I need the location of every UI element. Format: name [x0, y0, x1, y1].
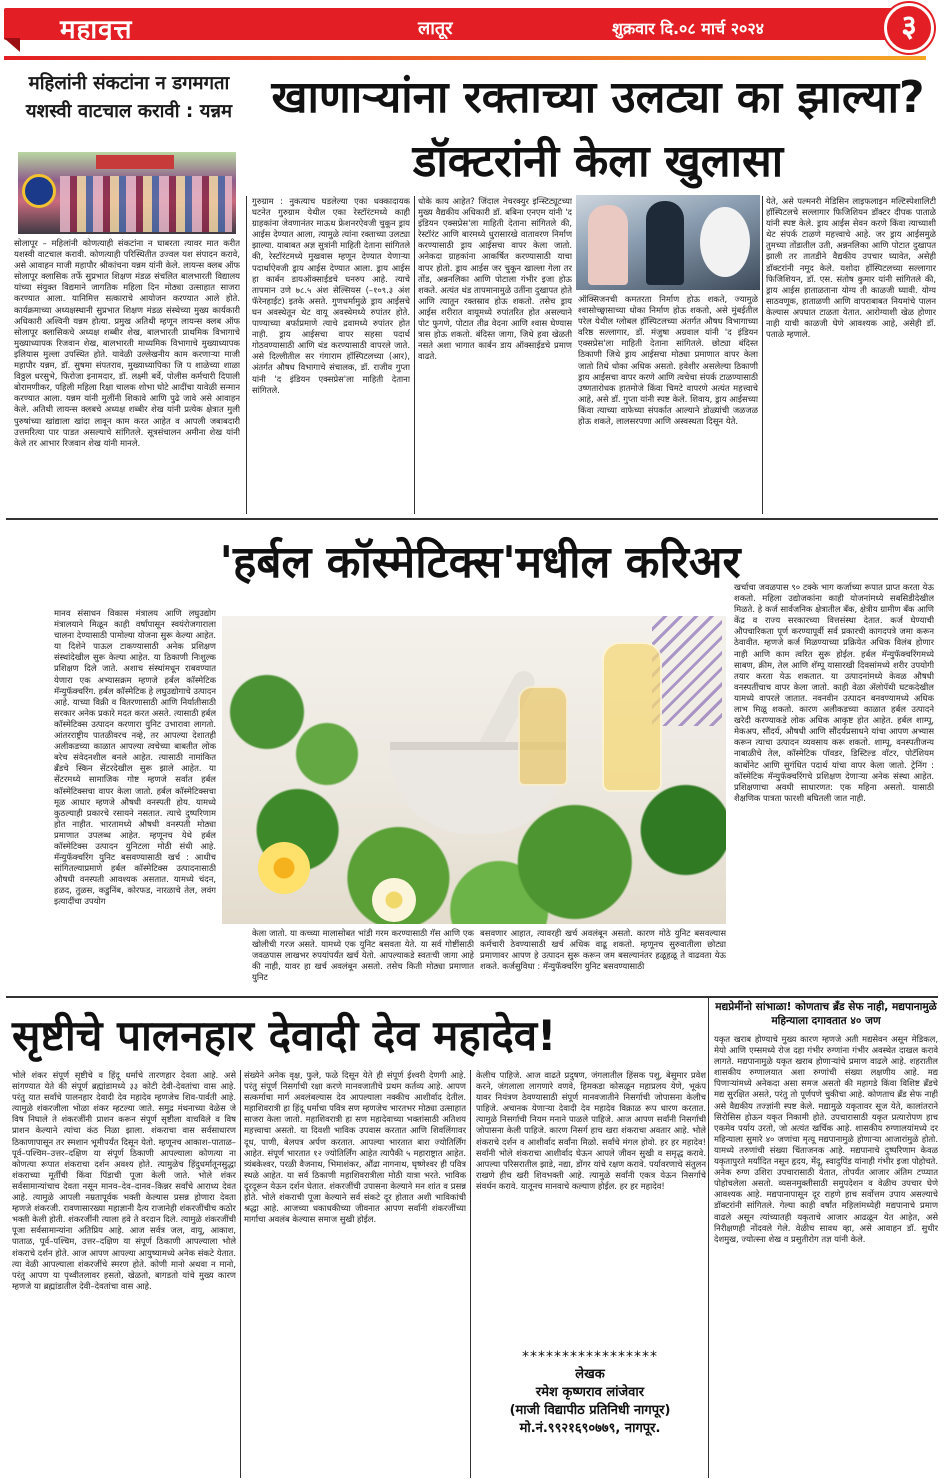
masthead-underline — [4, 56, 926, 60]
author-stars: ***************** — [522, 1349, 658, 1365]
dry-ice-photo — [576, 195, 760, 290]
section-rule — [6, 996, 938, 998]
herbal-col-1: मानव संसाधन विकास मंत्रालय आणि लघुउद्योग मंत्रालयाने मिळून काही वर्षांपासून स्वयंरोजगाराला चालना देण्यासाठी पामोल्या योजना सुरू केल्या आहेत. या दिशेने पाऊल टाकण्यासाठी अनेक प्रशिक्षण संस्थांदेखील सुरू केल्या आहेत. या ठिकाणी निःशुल्क प्रशिक्षण दिले जाते. अशाच संस्थांमधून राबवण्यात येणारा एक अभ्यासक्रम म्हणजे हर्बल कॉस्मेटिक मॅन्युफॅक्चरिंग. हर्बल कॉस्मेटिक हे लघुउद्योगाचे उत्पादन आहे. याच्या विक्री व वितरणासाठी आणि निर्यातीसाठी सरकार अनेक प्रकारे मदत करत असते. त्यासाठी हर्बल कॉस्मेटिक्स उत्पादन करणारा युनिट उभारावा लागतो. आंतरराष्ट्रीय पातळीवरच नव्हे, तर आपल्या देशातही अलीकडच्या काळात आपल्या त्वचेच्या बाबतीत लोक बरेच संवेदनशील बनले आहेत. त्यासाठी नामांकित ब्रँडचे स्किन सेंटरदेखील सुरू झाले आहेत. या सेंटरमध्ये सामाजिक गोष्ट म्हणजे सर्वात हर्बल कॉस्मेटिक्सचा वापर केला जातो. हर्बल कॉस्मेटिक्सचा मूळ आधार म्हणजे औषधी वनस्पती होय. यामध्ये कुठल्याही प्रकारचे रसायने नसतात. त्याचे दुष्परिणाम होत नाहीत. भारतामध्ये औषधी वनस्पती मोठ्या प्रमाणात उपलब्ध आहेत. म्हणूनच येथे हर्बल कॉस्मेटिक्स उत्पादन युनिटला मोठी संधी आहे. मॅन्युफॅक्चरिंग युनिट बसवण्यासाठी खर्च : आधीच सांगितल्याप्रमाणे हर्बल कॉस्मेटिक्स उत्पादनासाठी औषधी वनस्पती आवश्यक असतात. यामध्ये चंदन, हळद, तुळस, कडुनिंब, कोरफड, नारळाचे तेल, लवंग इत्यादींचा उपयोग — [54, 608, 216, 907]
lead-headline: खाणाऱ्यांना रक्ताच्या उलट्या का झाल्या? डॉक्टरांनी केला खुलासा — [271, 72, 925, 187]
author-phone: मो.नं.९९२१६९०७७९, नागपूर. — [519, 1421, 661, 1436]
mahadev-col-3: केलीच पाहिजे. आज वाढते प्रदुषण, जंगलातील हिंसक पशु, बेसुमार प्रवेश करने, जंगलाला लागणारे वणवे, हिमकडा कोसळून महाप्रलय येणे, भूकंप यावर नियंत्रण ठेवण्यासाठी संपूर्ण मानवजातीने निसर्गाची जोपासना केलीच पाहिजे. अचानक येणाऱ्या देवादी देव महादेव विक्राळ रूप धारण करतात. त्यामुळे निसर्गाची नियम मनाने पाळले पाहिजे. आज आपण सर्वांनी निसर्गाची जोपासना केली पाहिजे. कारण निसर्ग हाच खरा शंकराचा अवतार आहे. भोले शंकराचे दर्शन व आशीर्वाद सर्वांना मिळो. सर्वांचे मंगल होवो. हर हर महादेव! सर्वांनी भोले शंकराचा आशीर्वाद घेऊन आपले जीवन सुखी व समृद्ध करावे. आपल्या परिसरातील झाडे, नद्या, डोंगर यांचे रक्षण करावे. पर्यावरणाचे संतुलन राखणे हीच खरी शिवभक्ती आहे. त्यामुळे सर्वांनी एकत्र येऊन निसर्गाचे संवर्धन करावे. यातूनच मानवाचे कल्याण होईल. हर हर महादेव! — [476, 1070, 706, 1191]
lions-body: सोलापूर – महिलांनी कोणत्याही संकटांना न घाबरता त्यावर मात करीत यशस्वी वाटचाल करावी. कोणत्याही परिस्थितीत उज्वल यश संपादन करावे, असे आवाहन माजी महापौर श्रीकांचना यन्नम यांनी केले. लायन्स क्लब ऑफ सोलापूर क्लासिक तर्फे सुप्रभात शिक्षण मंडळ संचलित बालभारती विद्यालय यांच्या संयुक्त विद्यमाने जागतिक महिला दिन मोठ्या उत्साहात साजरा करण्यात आला. यानिमित्त सत्काराचे आयोजन करण्यात आले होते. कार्यक्रमाच्या अध्यक्षस्थानी सुप्रभात शिक्षण मंडळ संस्थेच्या मुख्य कार्यकारी अधिकारी अश्विनी यन्नम होत्या. प्रमुख अतिथी म्हणून लायन्स क्लब ऑफ सोलापूर क्लासिकचे अध्यक्ष शब्बीर शेख, बालभारती प्राथमिक विभागाचे मुख्याध्यापक रिजवान शेख, बालभारती माध्यमिक विभागाचे मुख्याध्यापक इलियास मुल्ला उपस्थित होते. यावेळी उल्लेखनीय काम करणाऱ्या माजी महापौर यन्नम, डॉ. सुषमा संपतराव, मुख्याध्यापिका जि प शाळेच्या शाळा विठ्ठल धरसुभे, फिरोजा इनामदार, डॉ. लक्ष्मी बर्वे, पोलीस कर्मचारी दिपाली बोरामणीकर, पहिली महिला रिक्षा चालक शोभा घोटे आदींचा यावेळी सन्मान करण्यात आला. यन्नम यांनी मुलींनी शिकावे आणि पुढे जावे असे आवाहन केले. अतिथी लायन्स क्लबचे अध्यक्ष शब्बीर शेख यांनी प्रत्येक क्षेत्रात मुली पुरुषांच्या खांद्याला खांदा लावून काम करत आहेत व आपली जबाबदारी उत्तमरित्या पार पाडत असल्याचे सांगितले. सूत्रसंचालन अमीना शेख यांनी केले तर आभार रिजवान शेख यांनी मानले. — [14, 238, 240, 448]
masthead — [0, 0, 945, 60]
column-rule — [240, 1070, 241, 1478]
photo-people — [60, 176, 232, 232]
author-role: (माजी विद्यापीठ प्रतिनिधी नागपूर) — [509, 1403, 671, 1418]
column-rule — [762, 196, 763, 514]
lead-col-3: ऑक्सिजनची कमतरता निर्माण होऊ शकते, ज्यामुळे श्वासोच्छ्वासाच्या धोका निर्माण होऊ शकतो, असे मुंबईतील परेल येथील ग्लोबल हॉस्पिटलच्या अंतर्गत औषध विभागाच्या वरिष्ठ सल्लागार, डॉ. मंजुषा अग्रवाल यांनी 'द इंडियन एक्सप्रेस'ला माहिती देताना सांगितले. छोट्या बंदिस्त ठिकाणी जिथे ड्राय आईसचा मोठ्या प्रमाणात वापर केला जातो तिथे धोका अधिक असतो. हवेशीर असलेल्या ठिकाणी ड्राय आईसचा वापर करणे आणि त्वचेचा संपर्क टाळण्यासाठी उष्णतारोधक हातमोजे किंवा चिमटे वापरणे अत्यंत महत्त्वाचे आहे, असे डॉ. गुप्ता यांनी स्पष्ट केले. शिवाय, ड्राय आईसच्या किंवा त्याच्या वाफेच्या संपर्कात आल्याने डोळ्यांची जळजळ होऊ शकते, लालसरपणा आणि अस्वस्थता दिसून येते. — [578, 294, 758, 427]
alcohol-headline: मद्यप्रेमींनो सांभाळा! कोणताच ब्रँड सेफ नाही, मद्यपानामुळे महिन्याला दगावतात ४० जण — [715, 1001, 937, 1027]
herbal-headline: 'हर्बल कॉस्मेटिक्स'मधील करिअर — [219, 537, 741, 588]
photo-lavender — [652, 616, 722, 726]
herbal-col-2a: केला जातो. या कच्च्या मालासोबत भांडी गरम करण्यासाठी गॅस आणि एक खोलीची गरज असते. यामध्ये एक युनिट बसवता येते. या सर्व गोष्टींसाठी जवळपास लाखभर रुपयांपर्यंत खर्च येतो. आपल्याकडे स्वतःची जागा आहे की नाही, यावर हा खर्च अवलंबून असतो. तसेच किती मोठ्या प्रमाणात युनिट — [252, 928, 474, 983]
author-name: रमेश कृष्णराव लांजेवार — [535, 1385, 645, 1400]
author-label: लेखक — [575, 1367, 605, 1382]
edition-city: लातूर — [418, 18, 453, 39]
mahadev-col-2: संख्येने अनेक वृक्ष, फुले, फळे दिसून येते ही संपूर्ण ईश्वरी देणगी आहे. परंतु संपूर्ण निसर्गाची रक्षा करणे मानवजातीचे प्रथम कर्तव्य आहे. आपण सत्कर्माचा मार्ग अवलंबल्यास देव आपल्याला नक्कीच आशीर्वाद देतील. महाशिवरात्री हा हिंदू धर्माचा पवित्र सण म्हणजेच भारतभर मोठ्या उत्साहात साजरा केला जातो. महाशिवरात्री हा सण महादेवाच्या भक्तांसाठी अतिशय महत्त्वाचा असतो. या दिवशी भाविक उपवास करतात आणि शिवलिंगावर दूध, पाणी, बेलपत्र अर्पण करतात. आपल्या भारतात बारा ज्योतिर्लिंग आहेत. संपूर्ण भारतात १२ ज्योतिर्लिंग आहेत त्यापैकी ५ महाराष्ट्रात आहेत. त्र्यंबकेश्वर, परळी वैजनाथ, भिमाशंकर, औंढा नागनाथ, घृष्णेश्वर ही पवित्र स्थळे आहेत. या सर्व ठिकाणी महाशिवरात्रीला मोठी यात्रा भरते. भाविक दूरदूरून येऊन दर्शन घेतात. शंकरजींची उपासना केल्याने मन शांत व प्रसन्न होते. भोले शंकराची पूजा केल्याने सर्व संकटे दूर होतात अशी भाविकांची श्रद्धा आहे. आजच्या धकाधकीच्या जीवनात आपण सर्वांनी शंकरजींच्या मार्गाचा अवलंब केल्यास समाज सुखी होईल. — [244, 1070, 466, 1225]
masthead-flag — [4, 38, 20, 52]
lions-headline: महिलांनी संकटांना न डगमगता यशस्वी वाटचाल करावी : यन्नम — [25, 73, 233, 122]
section-rule — [6, 518, 938, 520]
photo-flower — [258, 842, 310, 894]
lead-col-2: धोके काय आहेत? जिंदाल नेचरक्युर इन्स्टिट्यूटच्या मुख्य वैद्यकीय अधिकारी डॉ. बबिना एनएम यांनी 'द इंडियन एक्सप्रेस'ला माहिती देताना सांगितले की, रेस्टॉरंट आणि बारमध्ये धुरासारखे वातावरण निर्माण करण्यासाठी ड्राय आईसचा वापर केला जातो. अनेकदा ग्राहकांना आकर्षित करण्यासाठी याचा वापर होतो. ड्राय आईस जर चुकून खाल्ला गेला तर तोंड, अन्ननलिका आणि पोटाला गंभीर इजा होऊ शकते. अत्यंत थंड तापमानामुळे उतींना दुखापत होते आणि त्यातून रक्तस्राव होऊ शकतो. तसेच ड्राय आईस शरीरात वायूमध्ये रुपांतरित होत असल्याने पोट फुगणे, पोटात तीव्र वेदना आणि श्वास घेण्यास त्रास होऊ शकतो. बंदिस्त जागा, जिथे हवा खेळती नसते अशा भागात कार्बन डाय ऑक्साईडचे प्रमाण वाढते. — [418, 196, 572, 362]
lead-col-1: गुरुग्राम : नुकत्याच घडलेल्या एका धक्कादायक घटनेत गुरुग्राम येथील एका रेस्टॉरंटमध्ये काही ग्राहकांना जेवणानंतर माऊथ फ्रेशनरऐवजी चुकून ड्राय आईस देण्यात आला, त्यामुळे त्यांना रक्ताच्या उलट्या झाल्या. याबाबत अज्ञ सुत्रांनी माहिती देताना सांगितले की, रेस्टॉरंटमध्ये मुखवास म्हणून देण्यात येणाऱ्या पदार्थाऐवजी ड्राय आईस देण्यात आला. ड्राय आईस हा कार्बन डायऑक्साईडचे घनरुप आहे. त्याचे तापमान उणे ७८.५ अंश सेल्सियस (–१०९.३ अंश फॅरेनहाईट) इतके असते. गुणधर्मामुळे ड्राय आईसचे घन अवस्थेतून थेट वायू अवस्थेमध्ये रुपांतर होते. पाण्याच्या बर्फाप्रमाणे त्याचे द्रवामध्ये रुपांतर होत नाही. ड्राय आईसचा वापर सहसा पदार्थ गोठवण्यासाठी आणि थंड करण्यासाठी वापरले जाते. असे दिल्लीतील सर गंगाराम हॉस्पिटलच्या (आर), अंतर्गत औषध विभागाचे संचालक, डॉ. राजीव गुप्ता यांनी 'द इंडियन एक्सप्रेस'ला माहिती देताना सांगितले. — [252, 196, 410, 395]
masthead-bar — [4, 8, 926, 40]
photo-dry-ice — [700, 207, 750, 277]
photo-person — [646, 201, 684, 285]
alcohol-body: यकृत खराब होण्याचे मुख्य कारण म्हणजे अती मद्यसेवन असून मेडिकल, मेयो आणि एम्समध्ये रोज दहा गंभीर रुग्णांना गंभीर अवस्थेत दाखल करावे लागते. मद्यपानामुळे यकृत खराब होणाऱ्यांचे प्रमाण वाढले आहे. शहरातील शासकीय रुग्णालयात अशा रुग्णांची संख्या लक्षणीय आहे. मद्य पिणाऱ्यांमध्ये अनेकदा असा समज असतो की महागडे किंवा विशिष्ट ब्रँडचे मद्य सुरक्षित असते, परंतु तो पूर्णपणे चुकीचा आहे. कोणताच ब्रँड सेफ नाही असे वैद्यकीय तज्ज्ञांनी स्पष्ट केले. मद्यामुळे यकृतावर सूज येते, कालांतराने सिरोसिस होऊन यकृत निकामी होते. उपचारासाठी यकृत प्रत्यारोपण हाच एकमेव पर्याय उरतो, जो अत्यंत खर्चिक आहे. शासकीय रुग्णालयांमध्ये दर महिन्याला सुमारे ४० जणांचा मृत्यू मद्यपानामुळे होणाऱ्या आजारांमुळे होतो. यामध्ये तरुणांची संख्या चिंताजनक आहे. मद्यपानाचे दुष्परिणाम केवळ यकृतापुरते मर्यादित नसून हृदय, मेंदू, स्वादुपिंड यांनाही गंभीर इजा पोहोचते. अनेक रुग्ण उशिरा उपचारासाठी येतात, तोपर्यंत आजार अंतिम टप्प्यात पोहोचलेला असतो. व्यसनमुक्तीसाठी समुपदेशन व वेळीच उपचार घेणे आवश्यक आहे. मद्यपानापासून दूर राहणे हाच सर्वोत्तम उपाय असल्याचे डॉक्टरांनी सांगितले. गेल्या काही वर्षांत महिलांमध्येही मद्यपानाचे प्रमाण वाढले असून त्यांच्यातही यकृताचे आजार आढळून येत आहेत, असे निरीक्षणही नोंदवले गेले. वेळीच सावध व्हा, असे आवाहन डॉ. सुधीर देशमुख, ज्योत्स्ना शेख व प्रसुतीरोग तज्ञ यांनी केले. — [714, 1034, 938, 1244]
herbal-col-3: खर्चाचा जवळपास ९० टक्के भाग कर्जाच्या रूपात प्राप्त करता येऊ शकतो. महिला उद्योजकांना काही योजनांमध्ये सबसिडीदेखील मिळते. हे कर्ज सार्वजनिक क्षेत्रातील बँक, क्षेत्रीय ग्रामीण बँक आणि केंद्र व राज्य सरकारच्या वित्तसंस्था देतात. कर्ज घेण्याची औपचारिकता पूर्ण करण्यापूर्वी सर्व प्रकारची कागदपत्रे जमा करून ठेवावीत. म्हणजे कर्ज मिळण्याच्या प्रक्रियेत अधिक विलंब होणार नाही आणि काम त्वरित सुरू होईल. हर्बल मॅन्युफॅक्चरिंगमध्ये साबण, क्रीम, तेल आणि शॅम्पू यासारखी दिवसांमध्ये शरीर उपयोगी तयार करता येऊ शकतात. या उत्पादनांमध्ये केवळ औषधी वनस्पतींचाच वापर केला जातो. काही वेळा ॲलोपॅथी घटकदेखील यामध्ये वापरले जातात. नवनवीन उत्पादन बनवण्यामध्ये अधिक लाभ मिळू शकतो. कारण अलीकडच्या काळात हर्बल उत्पादने खरेदी करण्याकडे लोक अधिक आकृष्ट होत आहेत. हर्बल शाम्पू, मेकअप, सौंदर्य, औषधी आणि सौंदर्यप्रसाधने यांचा आपण अभ्यास करून त्याचा उत्पादन व्यवसाय करू शकतो. शाम्पू, वनस्पतीजन्य नाबाळीचे तेल, कॉस्मेटिक पॉवडर, डिस्टिल्ड वॉटर, पोटॅशियम कार्बोनेट आणि सुगंधित पदार्थ यांचा वापर केला जातो. ट्रेनिंग : कॉस्मेटिक मॅन्युफॅक्चरिंगचे प्रशिक्षण देणाऱ्या अनेक संस्था आहेत. प्रशिक्षणाचा अवधी साधारणत: एक महिना असतो. यासाठी शैक्षणिक पात्रता फारशी बघितली जात नाही. — [734, 582, 934, 803]
column-rule — [246, 196, 247, 514]
lions-club-logo — [22, 174, 56, 208]
herbal-photo — [222, 616, 726, 924]
column-rule — [414, 196, 415, 514]
newspaper-title: महावृत्त — [60, 15, 133, 45]
photo-person — [588, 205, 628, 285]
mahadev-col-1: भोले शंकर संपूर्ण सृष्टीचे व हिंदू धर्माचे तारणहार देवता आहे. असे सांगण्यात येते की संपूर्ण ब्रह्मांडामध्ये ३३ कोटी देवी-देवतांचा वास आहे. परंतु यात सर्वांचे पालनहार देवादी देव महादेव म्हणजेच शिव-पार्वती आहे. त्यामुळे शंकरजीला भोळा शंकर म्हटल्या जाते. समुद्र मंथनाच्या वेळेस जे विष निघाले ते शंकरजींनी प्राशन करून संपूर्ण सृष्टीला वाचविले व विष प्राशन केल्याने त्यांचा कंठ निळा झाला. शंकराचा वास सर्वसाधारण ठिकाणापासून तर स्मशान भूमीपर्यंत दिसून येतो. म्हणूनच आकाश–पाताळ–पूर्व–पश्चिम–उत्तर–दक्षिण या संपूर्ण ठिकाणी आपल्याला कोणत्या ना कोणत्या रूपात शंकराचा दर्शन अवश्य होते. त्यामुळेच हिंदुधर्मातूनसुद्धा शंकराच्या मूर्तींची किंवा पिंडाची पूजा केली जाते. भोले शंकर सर्वसामान्यांचाच देवता नसून मानव–देव–दानव–किन्नर सर्वांचे आराध्य देवत आहे. त्यामुळे आपली नम्रतापूर्वक भक्ती केल्यास प्रसन्न होणारा देवता म्हणजे शंकरजी. रावणासारख्या महाज्ञानी दैत्य राजानेही शंकरजींचीच कठोर भक्ती केली होती. शंकरजींनी त्याला हवे ते वरदान दिले. त्यामुळे शंकरजींची पूजा सर्वसामान्यांना अतिप्रिय आहे. आज सर्वत्र जल, वायू, आकाश, पाताळ, पूर्व–पश्चिम, उत्तर–दक्षिण या संपूर्ण ठिकाणी आपल्याला भोले शंकराचे दर्शन होते. आज आपण आपल्या आयुष्यामध्ये अनेक संकटे येतात. त्या वेळी आपल्याला शंकरजींचे स्मरण होते. कोणी मानो अथवा न मानो, परंतु आपण या पृथ्वीतलावर हसतो, खेळतो, बागडतो यांचे मुख्य कारण म्हणजे या ब्रह्मांडातील देवी–देवतांचा वास आहे. — [12, 1070, 236, 1291]
photo-flower — [372, 878, 416, 922]
photo-banner — [96, 155, 174, 169]
mahadev-headline: सृष्टीचे पालनहार देवादी देव महादेव! — [12, 1011, 557, 1060]
column-rule — [708, 998, 709, 1478]
lead-col-4: येते, असे पल्मनरी मेडिसिन लाइफलाइन मल्टिस्पेशालिटी हॉस्पिटलचे सल्लागार फिजिशियन डॉक्टर दीपक पाताळे यांनी स्पष्ट केले. ड्राय आईस सेवन करणे किंवा त्याच्याशी थेट संपर्क टाळणे महत्त्वाचे आहे. जर ड्राय आईसमुळे तुमच्या तोंडातील उती, अन्ननलिका आणि पोटात दुखापत झाली तर तातडीने वैद्यकीय उपचार घ्यावेत, असेही डॉक्टरांनी नमूद केले. यशोदा हॉस्पिटलच्या सल्लागार फिजिशियन, डॉ. एस. संतोष कुमार यांनी सांगितले की, ड्राय आईस हाताळताना योग्य ती काळजी घ्यावी. योग्य साठवणूक, हाताळणी आणि वापराबाबत नियमांचे पालन केल्यास अपघात टाळता येतात. आरोग्याशी खेळ होणार नाही याची काळजी घेणे आवश्यक आहे, असेही डॉ. पताळे म्हणाले. — [766, 196, 936, 340]
issue-date: शुक्रवार दि.०८ मार्च २०२४ — [612, 19, 764, 38]
author-box — [470, 1348, 710, 1438]
herbal-col-2b: बसवणार आहात, त्यावरही खर्च अवलंबून असतो. कारण मोठे युनिट बसवल्यास कर्मचारी ठेवण्यासाठी खर्च अधिक वाढू शकतो. म्हणूनच सुरुवातीला छोट्या प्रमाणावर आपण हे उत्पादन सुरू करून जम बसल्यानंतर हळूहळू ते वाढवता येऊ शकते. कर्जसुविधा : मॅन्युफॅक्चरिंग युनिट बसवण्यासाठी — [480, 928, 726, 972]
lions-event-photo — [18, 152, 236, 234]
page-number: ३ — [884, 3, 934, 53]
